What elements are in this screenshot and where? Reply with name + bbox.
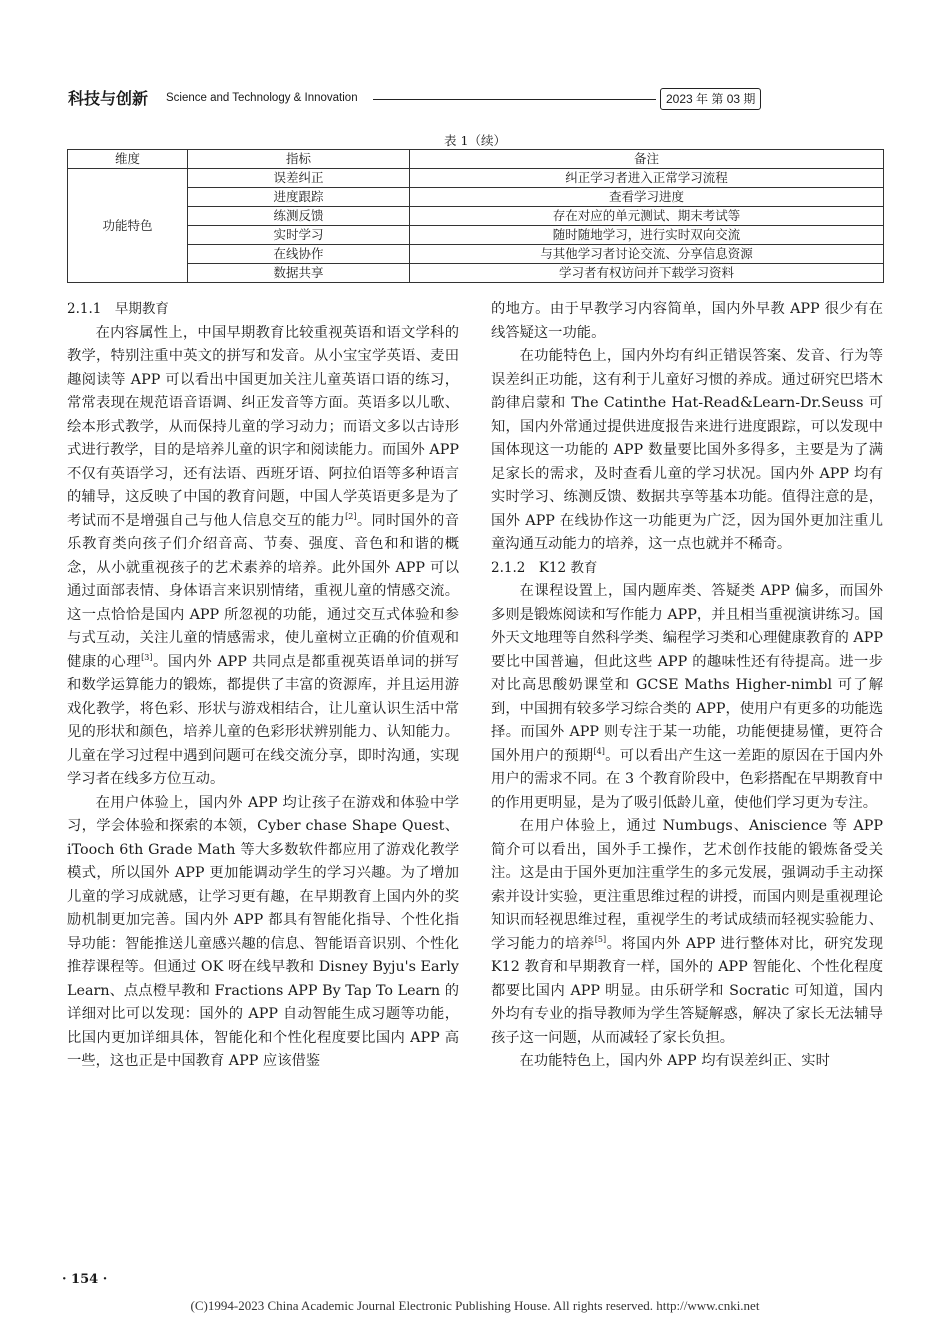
paragraph: 在用户体验上，通过 Numbugs、Aniscience 等 APP 简介可以看出，国外手工操作，艺术创作技能的锻炼备受关注。这是由于国外更加注重学生的多元发展，强调动手主动探索并设计实验，更注重思维过程的讲授，而国内则是重视理论知识而轻视思维过程，重视学生的考试成绩而轻视实验能力、学习能力的培养[5]。将国内外 APP 进行整体对比，研究发现 K12 教育和早期教育一样，国外的 APP 智能化、个性化程度都要比国内 APP 明显。由乐研学和 Socratic 可知道，国内外均有专业的指导教师为学生答疑解惑，解决了家长无法辅导孩子这一问题，从而减轻了家长负担。 — [491, 818, 883, 1046]
table-cell: 数据共享 — [188, 264, 410, 283]
table-cell: 存在对应的单元测试、期末考试等 — [410, 207, 884, 226]
journal-header — [68, 88, 883, 112]
citation-3[interactable]: [3] — [141, 652, 153, 662]
table-header-cell: 指标 — [188, 150, 410, 169]
table-header-cell: 备注 — [410, 150, 884, 169]
journal-title-cn: 科技与创新 — [68, 89, 149, 108]
header-rule — [373, 99, 656, 100]
paragraph: 在内容属性上，中国早期教育比较重视英语和语文学科的教学，特别注重中英文的拼写和发音。从小宝宝学英语、麦田趣阅读等 APP 可以看出中国更加关注儿童英语口语的练习，常常表现在规范语音语调、纠正发音等方面。英语多以儿歌、绘本形式教学，从而保持儿童的学习动力；而语文多以古诗形式进行教学，目的是培养儿童的识字和阅读能力。而国外 APP 不仅有英语学习，还有法语、西班牙语、阿拉伯语等多种语言的辅导，这反映了中国的教育问题，中国人学英语更多是为了考试而不是增强自己与他人信息交互的能力[2]。同时国外的音乐教育类向孩子们介绍音高、节奏、强度、音色和和谐的概念，从小就重视孩子的艺术素养的培养。此外国外 APP 可以通过面部表情、身体语言来识别情绪，重视儿童的情感交流。这一点恰恰是国内 APP 所忽视的功能，通过交互式体验和参与式互动，关注儿童的情感需求，使儿童树立正确的价值观和健康的心理[3]。国内外 APP 共同点是都重视英语单词的拼写和数学运算能力的锻炼，都提供了丰富的资源库，并且运用游戏化教学，将色彩、形状与游戏相结合，让儿童认识生活中常见的形状和颜色，培养儿童的色彩形状辨别能力、认知能力。儿童在学习过程中遇到问题可在线交流分享，即时沟通，实现学习者在线多方位互动。 — [67, 324, 460, 787]
paragraph: 在用户体验上，国内外 APP 均让孩子在游戏和体验中学习，学会体验和探索的本领，Cyber chase Shape Quest、iTooch 6th Grade Math 等大多数软件都应用了游戏化教学模式，所以国外 APP 更加能调动学生的学习兴趣。为了增加儿童的学习成就感，让学习更有趣，在早期教育上国内外的奖励机制更加完善。国内外 APP 都具有智能化指导、个性化指导功能：智能推送儿童感兴趣的信息、智能语音识别、个性化推荐课程等。但通过 OK 呀在线早教和 Disney Byju's Early Learn、点点橙早教和 Fractions APP By Tap To Learn 的详细对比可以发现：国外的 APP 自动智能生成习题等功能，比国内更加详细具体，智能化和个性化程度要比国内 APP 高一些，这也正是中国教育 APP 应该借鉴 — [67, 794, 459, 1069]
citation-4[interactable]: [4] — [593, 746, 605, 756]
table-cell: 在线协作 — [188, 245, 410, 264]
table-row — [68, 207, 884, 226]
table-row — [68, 169, 884, 188]
paragraph: 在功能特色上，国内外 APP 均有误差纠正、实时 — [519, 1053, 830, 1069]
section-heading-early-education: 2.1.1 早期教育 — [67, 301, 169, 317]
table-group-cell: 功能特色 — [68, 169, 188, 283]
right-column — [491, 298, 883, 1074]
table-cell: 进度跟踪 — [188, 188, 410, 207]
left-column — [67, 298, 459, 1074]
table-row — [68, 245, 884, 264]
section-heading-k12: 2.1.2 K12 教育 — [491, 559, 598, 576]
table-row — [68, 188, 884, 207]
citation-2[interactable]: [2] — [345, 511, 357, 521]
paragraph: 在课程设置上，国内题库类、答疑类 APP 偏多，而国外多则是锻炼阅读和写作能力 APP，并且相当重视演讲练习。国外天文地理等自然科学类、编程学习类和心理健康教育的 APP 要比中国普遍，但此这些 APP 的趣味性还有待提高。进一步对比高思酸奶课堂和 GCSE Maths Higher-nimbl 可了解到，中国拥有较多学习综合类的 APP，使用户有更多的功能选择。而国外 APP 则专注于某一功能，功能便捷易懂，更符合国外用户的预期[4]。可以看出产生这一差距的原因在于国内外用户的需求不同。在 3 个教育阶段中，色彩搭配在早期教育中的作用更明显，是为了吸引低龄儿童，使他们学习更为专注。 — [491, 583, 883, 811]
table-cell: 纠正学习者进入正常学习流程 — [410, 169, 884, 188]
table-cell: 练测反馈 — [188, 207, 410, 226]
table-row — [68, 264, 884, 283]
table-cell: 实时学习 — [188, 226, 410, 245]
issue-badge: 2023 年 第 03 期 — [660, 88, 761, 110]
table-header-cell: 维度 — [68, 150, 188, 169]
table-cell: 与其他学习者讨论交流、分享信息资源 — [410, 245, 884, 264]
table-cell: 误差纠正 — [188, 169, 410, 188]
table-header-row — [68, 150, 884, 169]
paragraph-continued: 的地方。由于早教学习内容简单，国内外早教 APP 很少有在线答疑这一功能。 — [491, 301, 883, 341]
table-caption: 表 1（续） — [444, 133, 506, 148]
feature-table — [67, 149, 884, 283]
citation-5[interactable]: [5] — [594, 934, 607, 944]
page-number: · 154 · — [62, 1272, 108, 1287]
table-cell: 随时随地学习，进行实时双向交流 — [410, 226, 884, 245]
copyright-footer: (C)1994-2023 China Academic Journal Electronic Publishing House. All rights reserved. http://www.cnki.net — [190, 1298, 760, 1313]
table-row — [68, 226, 884, 245]
paragraph: 在功能特色上，国内外均有纠正错误答案、发音、行为等误差纠正功能，这有利于儿童好习惯的养成。通过研究巴塔木韵律启蒙和 The Catinthe Hat-Read&Learn-Dr.Seuss 可知，国内外常通过提供进度报告来进行进度跟踪，可以发现中国体现这一功能的 APP 数量要比国外多得多，主要是为了满足家长的需求，及时查看儿童的学习状况。国内外 APP 均有实时学习、练测反馈、数据共享等基本功能。值得注意的是，国外 APP 在线协作这一功能更为广泛，因为国外更加注重儿童沟通互动能力的培养，这一点也就并不稀奇。 — [491, 348, 883, 552]
table-cell: 查看学习进度 — [410, 188, 884, 207]
journal-title-en: Science and Technology & Innovation — [166, 92, 358, 104]
table-cell: 学习者有权访问并下载学习资料 — [410, 264, 884, 283]
